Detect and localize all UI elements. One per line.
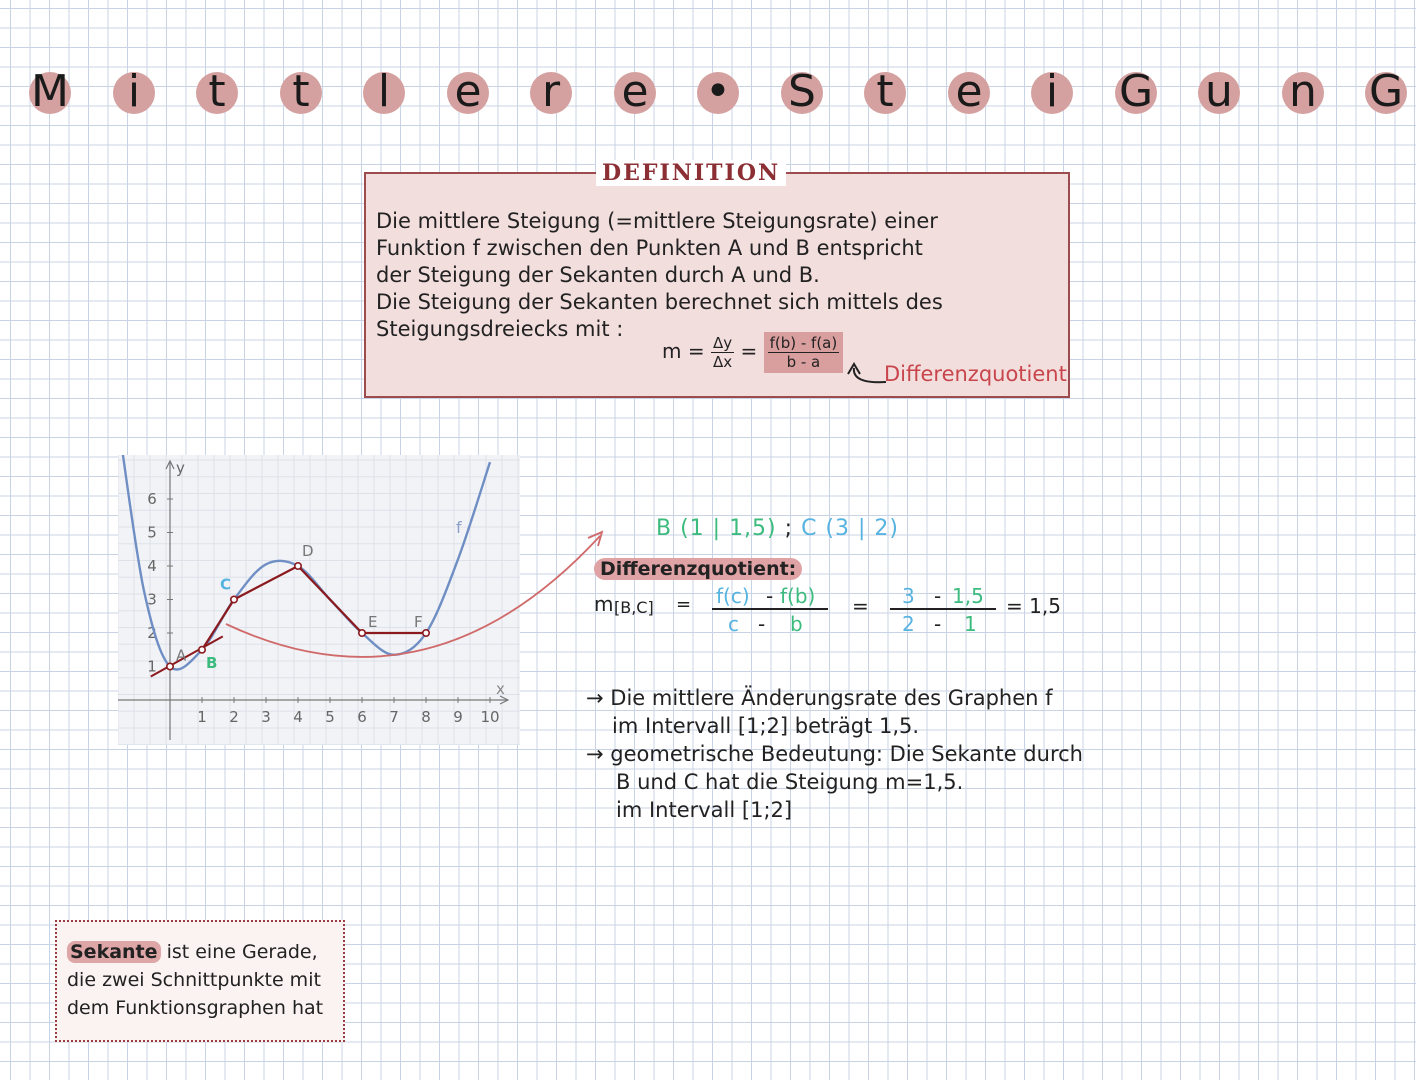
fraction-bar bbox=[712, 608, 828, 610]
secant-line: ist eine Gerade, bbox=[166, 941, 318, 963]
minus-sign: - bbox=[934, 584, 942, 608]
title-letter: i bbox=[1045, 66, 1059, 117]
equals-sign: = bbox=[852, 594, 869, 618]
definition-box bbox=[364, 160, 1070, 398]
point-label: A bbox=[176, 646, 187, 665]
note-line: → Die mittlere Änderungsrate des Graphen f bbox=[586, 686, 1053, 710]
note-line: im Intervall [1;2] beträgt 1,5. bbox=[612, 714, 920, 738]
point-marker bbox=[295, 563, 301, 569]
point-marker bbox=[423, 630, 429, 636]
y-axis-label: y bbox=[176, 459, 185, 477]
title-letter: t bbox=[208, 66, 226, 117]
point-label: B bbox=[206, 653, 218, 672]
x-axis-label: x bbox=[496, 680, 505, 698]
definition-line: Funktion f zwischen den Punkten A und B entspricht bbox=[376, 236, 923, 260]
result: = 1,5 bbox=[1006, 594, 1061, 618]
point-marker bbox=[231, 596, 237, 602]
delta-numerator: Δy bbox=[712, 334, 733, 352]
b-term: b bbox=[790, 612, 803, 636]
secant-line: dem Funktionsgraphen hat bbox=[67, 997, 324, 1019]
title-letter: S bbox=[788, 66, 816, 117]
title-letter: u bbox=[1205, 66, 1233, 117]
formula-equals: = bbox=[740, 339, 758, 363]
title-letter: t bbox=[292, 66, 310, 117]
point-label: E bbox=[368, 613, 378, 631]
x-tick-label: 4 bbox=[293, 708, 303, 726]
definition-line: Die Steigung der Sekanten berechnet sich mittels des bbox=[376, 290, 943, 314]
point-marker bbox=[359, 630, 365, 636]
title-letter: r bbox=[541, 66, 561, 117]
point-label: F bbox=[414, 613, 423, 631]
value-1: 1 bbox=[964, 612, 977, 636]
y-tick-label: 4 bbox=[147, 557, 157, 575]
y-tick-label: 6 bbox=[147, 490, 157, 508]
secant-highlight: Sekante bbox=[67, 941, 161, 963]
page-title bbox=[0, 66, 1416, 122]
function-label: f bbox=[456, 518, 462, 537]
title-letter: e bbox=[955, 66, 983, 117]
points-separator: ; bbox=[784, 516, 794, 541]
difference-quotient-label: Differenzquotient bbox=[884, 362, 1067, 386]
quotient-numerator: f(b) - f(a) bbox=[769, 334, 838, 352]
graph-svg bbox=[118, 455, 520, 745]
minus-sign: - bbox=[934, 612, 942, 636]
title-letter: e bbox=[454, 66, 482, 117]
note-line: → geometrische Bedeutung: Die Sekante durch bbox=[586, 742, 1083, 766]
x-tick-label: 1 bbox=[197, 708, 207, 726]
point-b: B (1 | 1,5) bbox=[656, 516, 777, 541]
delta-denominator: Δx bbox=[712, 353, 733, 371]
y-tick-label: 5 bbox=[147, 523, 157, 542]
fc-term: f(c) bbox=[716, 584, 750, 608]
value-3: 3 bbox=[902, 584, 915, 608]
definition-line: der Steigung der Sekanten durch A und B. bbox=[376, 263, 820, 287]
point-label: C bbox=[220, 575, 232, 594]
title-letter: G bbox=[1368, 66, 1404, 117]
minus-sign: - bbox=[758, 612, 766, 636]
secant-text bbox=[67, 938, 343, 1022]
title-letter: t bbox=[876, 66, 894, 117]
x-tick-label: 3 bbox=[261, 708, 271, 726]
point-label: D bbox=[302, 542, 314, 560]
fb-term: f(b) bbox=[780, 584, 816, 608]
x-tick-label: 10 bbox=[480, 708, 500, 726]
x-tick-label: 9 bbox=[453, 708, 463, 726]
point-c: C (3 | 2) bbox=[801, 516, 899, 541]
x-tick-label: 6 bbox=[357, 708, 367, 726]
title-letter: n bbox=[1289, 66, 1317, 117]
function-graph bbox=[118, 455, 520, 745]
definition-heading: DEFINITION bbox=[596, 160, 786, 186]
definition-line: Steigungsdreiecks mit : bbox=[376, 317, 624, 341]
m-symbol: m bbox=[594, 592, 614, 616]
quotient-denominator: b - a bbox=[786, 353, 821, 371]
m-equals: = bbox=[676, 594, 692, 615]
point-marker bbox=[167, 663, 173, 669]
definition-line: Die mittlere Steigung (=mittlere Steigungsrate) einer bbox=[376, 209, 938, 233]
m-interval: [B,C] bbox=[614, 598, 654, 617]
secant-definition-box bbox=[55, 920, 345, 1042]
difference-quotient-heading: Differenzquotient: bbox=[594, 558, 802, 580]
y-tick-label: 3 bbox=[147, 590, 157, 609]
note-line: im Intervall [1;2] bbox=[616, 798, 793, 822]
x-tick-label: 5 bbox=[325, 708, 335, 726]
function-curve bbox=[122, 455, 490, 670]
x-tick-label: 7 bbox=[389, 708, 399, 726]
secant-polyline bbox=[202, 566, 426, 650]
example-points bbox=[656, 516, 899, 541]
minus-sign: - bbox=[766, 584, 774, 608]
x-tick-label: 8 bbox=[421, 708, 431, 726]
value-1-5: 1,5 bbox=[952, 584, 984, 608]
title-letter: G bbox=[1118, 66, 1154, 117]
point-marker bbox=[199, 647, 205, 653]
y-tick-label: 1 bbox=[147, 657, 157, 676]
y-tick-label: 2 bbox=[147, 624, 157, 642]
title-letter: i bbox=[127, 66, 141, 117]
title-letter: l bbox=[377, 66, 391, 117]
formula-lhs: m = bbox=[662, 339, 705, 363]
fraction-bar bbox=[890, 608, 996, 610]
value-2: 2 bbox=[902, 612, 915, 636]
title-separator-dot: • bbox=[705, 66, 731, 117]
secant-line: die zwei Schnittpunkte mit bbox=[67, 969, 321, 991]
title-letter: e bbox=[621, 66, 649, 117]
x-tick-label: 2 bbox=[229, 708, 239, 726]
interpretation-notes bbox=[586, 684, 1146, 824]
note-line: B und C hat die Steigung m=1,5. bbox=[616, 770, 964, 794]
title-letter: M bbox=[31, 66, 69, 117]
c-term: c bbox=[728, 612, 739, 636]
